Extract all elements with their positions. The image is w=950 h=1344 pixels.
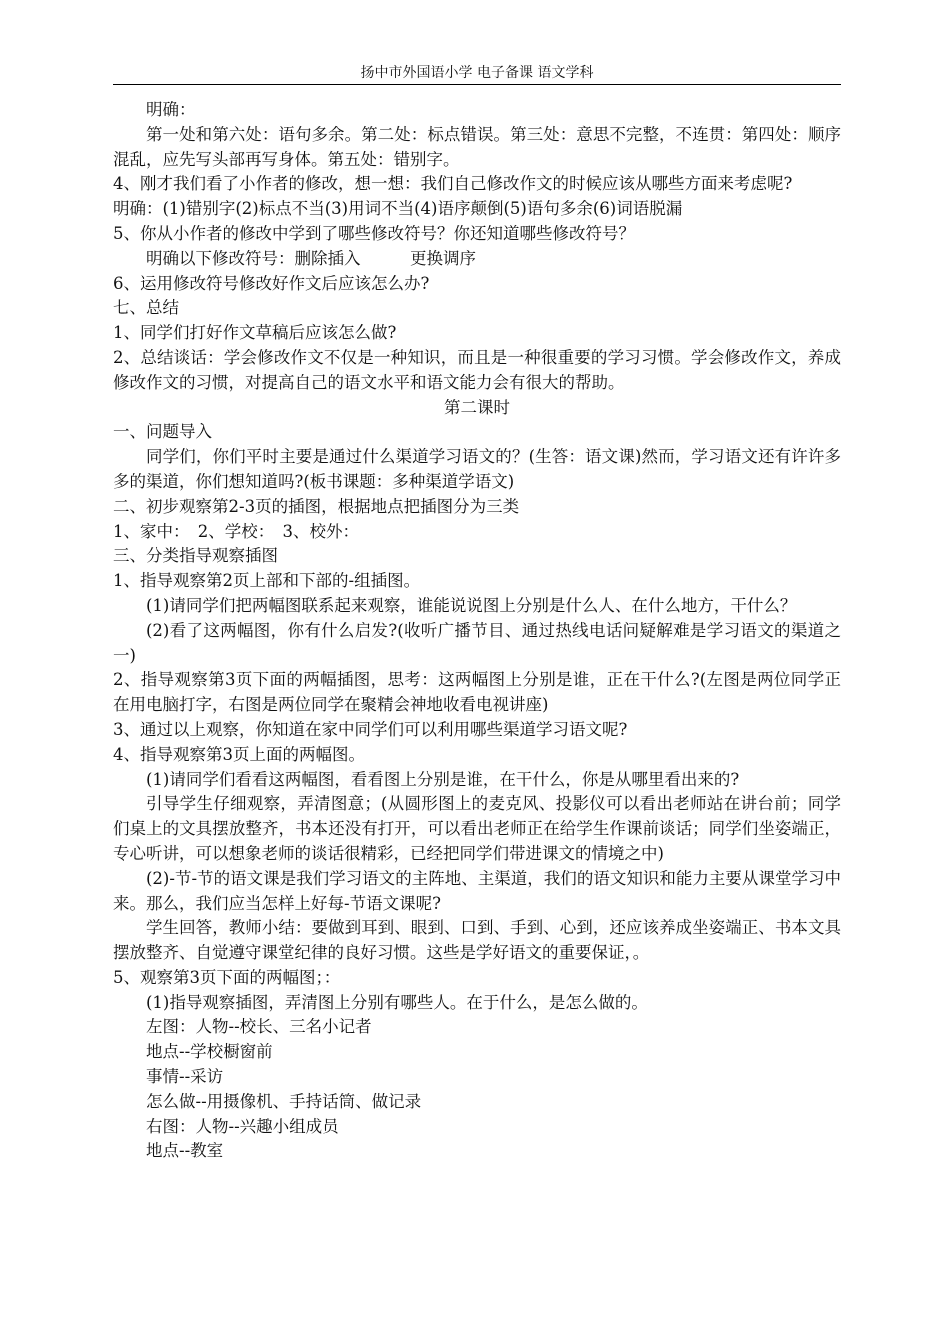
- paragraph: 1、同学们打好作文草稿后应该怎么做?: [113, 323, 397, 343]
- paragraph: 5、观察第3页下面的两幅图；：: [113, 967, 341, 987]
- document-body: [113, 98, 841, 1164]
- paragraph: 第一处和第六处：语句多余。第二处：标点错误。第三处：意思不完整，不连贯：第四处：顺序混乱，应先写头部再写身体。第五处：错别字。: [113, 124, 841, 169]
- paragraph: 明确以下修改符号：删除插入 更换调序: [146, 248, 476, 268]
- paragraph: 4、刚才我们看了小作者的修改，想一想：我们自己修改作文的时候应该从哪些方面来考虑呢?: [113, 174, 793, 194]
- paragraph: 右图：人物--兴趣小组成员: [146, 1116, 339, 1136]
- paragraph: (1)指导观察插图，弄清图上分别有哪些人。在于什么，是怎么做的。: [146, 992, 648, 1012]
- paragraph: 1、指导观察第2页上部和下部的-组插图。: [113, 571, 421, 591]
- paragraph: 6、运用修改符号修改好作文后应该怎么办?: [113, 273, 430, 293]
- paragraph: 学生回答，教师小结：要做到耳到、眼到、口到、手到、心到，还应该养成坐姿端正、书本文具摆放整齐、自觉遵守课堂纪律的良好习惯。这些是学好语文的重要保证，。: [113, 918, 841, 963]
- paragraph: 1、家中： 2、学校： 3、校外：: [113, 521, 359, 541]
- section-heading: 第二课时: [444, 397, 510, 417]
- paragraph: 左图：人物--校长、三名小记者: [146, 1017, 372, 1037]
- paragraph: 地点--学校橱窗前: [146, 1042, 273, 1062]
- paragraph: 4、指导观察第3页上面的两幅图。: [113, 744, 365, 764]
- paragraph: 同学们，你们平时主要是通过什么渠道学习语文的？(生答：语文课)然而，学习语文还有许许多多的渠道，你们想知道吗?(板书课题：多种渠道学语文): [113, 447, 841, 491]
- paragraph: (1)请同学们把两幅图联系起来观察，谁能说说图上分别是什么人、在什么地方，干什么？: [146, 595, 797, 615]
- paragraph: 引导学生仔细观察，弄清图意；(从圆形图上的麦克风、投影仪可以看出老师站在讲台前；同学们桌上的文具摆放整齐，书本还没有打开，可以看出老师正在给学生作课前谈话；同学们坐姿端正，专心听讲，可以想象老师的谈话很精彩，已经把同学们带进课文的情境之中): [113, 794, 841, 863]
- paragraph: 一、问题导入: [113, 422, 212, 442]
- paragraph: 地点--教室: [146, 1141, 224, 1161]
- paragraph: 5、你从小作者的修改中学到了哪些修改符号？你还知道哪些修改符号？: [113, 223, 635, 243]
- page-header: 扬中市外国语小学 电子备课 语文学科: [360, 65, 594, 81]
- header-rule: [113, 84, 841, 85]
- paragraph: 明确：: [146, 100, 196, 119]
- paragraph: 3、通过以上观察，你知道在家中同学们可以利用哪些渠道学习语文呢?: [113, 719, 628, 739]
- paragraph: 怎么做--用摄像机、手持话筒、做记录: [146, 1091, 422, 1111]
- paragraph: 明确：(1)错别字(2)标点不当(3)用词不当(4)语序颠倒(5)语句多余(6)词语脱漏: [113, 199, 683, 219]
- paragraph: 二、初步观察第2-3页的插图，根据地点把插图分为三类: [113, 496, 520, 516]
- paragraph: (1)请同学们看看这两幅图，看看图上分别是谁，在干什么，你是从哪里看出来的?: [146, 769, 740, 789]
- paragraph: 七、总结: [113, 298, 179, 318]
- paragraph: (2)-节-节的语文课是我们学习语文的主阵地、主渠道，我们的语文知识和能力主要从课堂学习中来。那么，我们应当怎样上好每-节语文课呢?: [113, 868, 841, 913]
- paragraph: 事情--采访: [146, 1067, 224, 1087]
- paragraph: 三、分类指导观察插图: [113, 546, 278, 566]
- paragraph: (2)看了这两幅图，你有什么启发?(收听广播节目、通过热线电话问疑解难是学习语文的渠道之一): [113, 620, 841, 665]
- paragraph: 2、指导观察第3页下面的两幅插图，思考：这两幅图上分别是谁，正在干什么?(左图是两位同学正在用电脑打字，右图是两位同学在聚精会神地收看电视讲座): [113, 670, 841, 715]
- paragraph: 2、总结谈话：学会修改作文不仅是一种知识，而且是一种很重要的学习习惯。学会修改作文，养成修改作文的习惯，对提高自己的语文水平和语文能力会有很大的帮助。: [113, 347, 841, 392]
